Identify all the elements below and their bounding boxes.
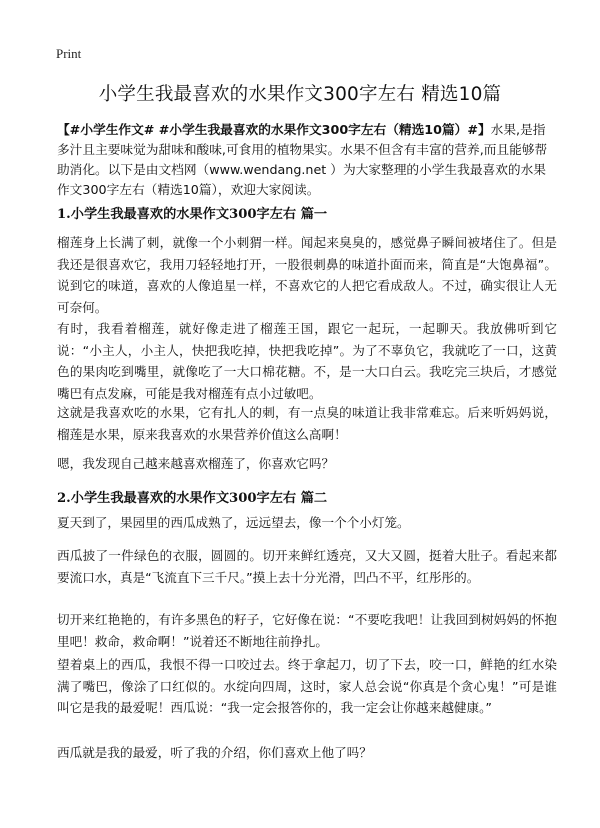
section-2-paragraph-1: 夏天到了，果园里的西瓜成熟了，远远望去，像一个个小灯笼。 (57, 515, 410, 530)
section-2-paragraph-3: 切开来红艳艳的，有许多黑色的籽子，它好像在说：“不要吃我吧！让我回到树妈妈的怀抱里吧！救命，救命啊！”说着还不断地往前挣扎。 (57, 612, 557, 649)
section-1-paragraph-4: 嗯，我发现自己越来越喜欢榴莲了，你喜欢它吗？ (57, 456, 335, 471)
intro-text: 水果,是指多汁且主要味觉为甜味和酸味,可食用的植物果实。水果不但含有丰富的营养,而且能够帮助消化。以下是由文档网（www.wendang.net ）为大家整理的小学生我最喜欢的水果作文300字左右（精选10篇），欢迎大家阅读。 (57, 122, 548, 197)
section-1-paragraph-2: 有时，我看着榴莲，就好像走进了榴莲王国，跟它一起玩，一起聊天。我放佛听到它说：“小主人，小主人，快把我吃掉，快把我吃掉”。为了不辜负它，我就吃了一口，这黄色的果肉吃到嘴里，就像吃了一大口棉花糖。不，是一大口白云。我吃完三块后，才感觉嘴巴有点发麻，可能是我对榴莲有点小过敏吧。 (57, 321, 557, 401)
print-label[interactable]: Print (56, 46, 82, 61)
section-2-paragraph-5: 西瓜就是我的最爱，听了我的介绍，你们喜欢上他了吗？ (57, 745, 372, 760)
section-2-heading: 2.小学生我最喜欢的水果作文300字左右 篇二 (57, 491, 328, 506)
section-2-paragraph-4: 望着桌上的西瓜，我恨不得一口咬过去。终于拿起刀，切了下去，咬一口，鲜艳的红水染满了嘴巴，像涂了口红似的。水绽向四周，这时，家人总会说“你真是个贪心鬼！”可是谁叫它是我的最爱呢！西瓜说：“我一定会报答你的，我一定会让你越来越健康。” (57, 657, 557, 715)
section-2-paragraph-2: 西瓜披了一件绿色的衣服，圆圆的。切开来鲜红透亮，又大又圆，挺着大肚子。看起来都要流口水，真是“飞流直下三千尺。”摸上去十分光滑，凹凸不平，红彤彤的。 (57, 548, 557, 585)
page-title: 小学生我最喜欢的水果作文300字左右 精选10篇 (98, 84, 502, 105)
intro-bold-lead: 【#小学生作文# #小学生我最喜欢的水果作文300字左右（精选10篇）#】 (57, 122, 491, 137)
section-1-paragraph-3: 这就是我喜欢吃的水果，它有扎人的刺，有一点臭的味道让我非常难忘。后来听妈妈说，榴莲是水果，原来我喜欢的水果营养价值这么高啊！ (57, 405, 557, 442)
section-1-heading: 1.小学生我最喜欢的水果作文300字左右 篇一 (57, 207, 328, 222)
section-1-paragraph-1: 榴莲身上长满了刺，就像一个小刺猬一样。闻起来臭臭的，感觉鼻子瞬间被堵住了。但是我还是很喜欢它，我用刀轻轻地打开，一股很刺鼻的味道扑面而来，简直是“大饱鼻福”。说到它的味道，喜欢的人像追星一样，不喜欢它的人把它看成敌人。不过，确实很让人无可奈何。 (57, 235, 557, 315)
intro-paragraph (57, 120, 557, 200)
